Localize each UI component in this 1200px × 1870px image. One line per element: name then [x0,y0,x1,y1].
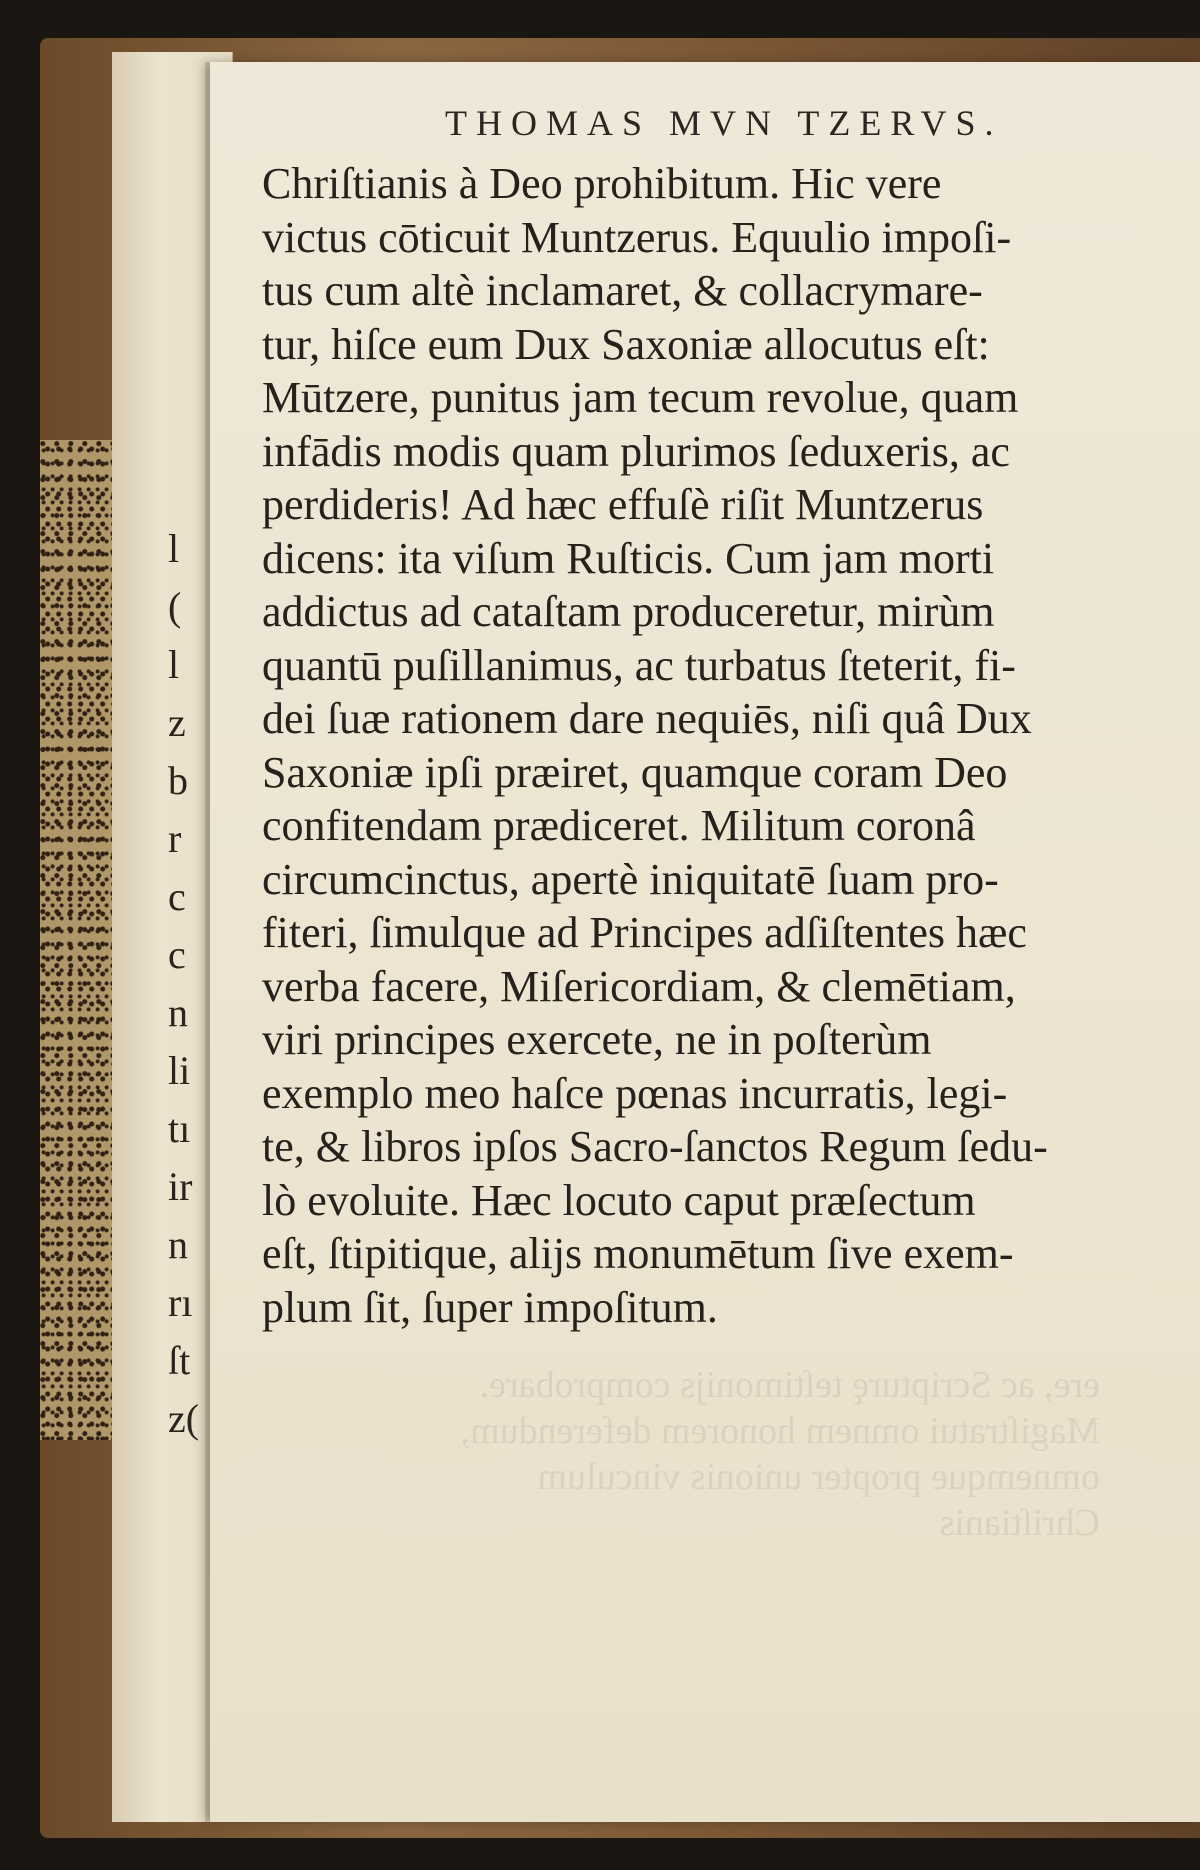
left-fragment: l [168,642,180,687]
show-through-line: Magiſtratui omnem honorem deferendum, [460,1410,1100,1452]
left-fragment: n [168,990,188,1035]
left-fragment: l [168,526,180,571]
body-text [262,157,1200,1334]
show-through-line: Chriſtianis [939,1502,1100,1544]
show-through-text [300,1362,1100,1546]
text-line: circumcinctus, apertè iniquitatē ſuam pro- [262,854,999,904]
text-line: infādis modis quam plurimos ſeduxeris, ac [262,426,1010,476]
left-fragment: tı [168,1106,191,1151]
text-line: dicens: ita viſum Ruſticis. Cum jam morti [262,533,995,583]
text-line: tur, hiſce eum Dux Saxoniæ allocutus eſt: [262,319,990,369]
left-fragment: ir [168,1164,193,1209]
text-line: exemplo meo haſce pœnas incurratis, legi- [262,1068,1008,1118]
text-line: tus cum altè inclamaret, & collacrymare- [262,266,983,315]
text-line: Chriſtianis à Deo prohibitum. Hic vere [262,159,942,208]
text-line: eſt, ſtipitique, alijs monumētum ſive exem- [262,1229,1014,1278]
text-line: confitendam prædiceret. Militum coronâ [262,801,976,850]
running-head: THOMAS MVN TZERVS. [445,103,1003,143]
left-fragment: c [168,932,186,977]
left-fragment: n [168,1222,188,1267]
text-line: Saxoniæ ipſi præiret, quamque coram Deo [262,747,1008,797]
left-fragment: z [168,700,186,745]
left-fragment: ſt [168,1338,191,1383]
left-fragment: z( [168,1396,200,1441]
left-fragment: b [168,758,188,803]
left-fragment: ( [168,584,182,629]
show-through-line: ere, ac Scripturę teſtimonijs comprobare. [479,1364,1100,1406]
book-page [210,62,1200,1822]
text-line: Mūtzere, punitus jam tecum revolue, quam [262,373,1019,422]
text-line: plum ſit, ſuper impoſitum. [262,1282,718,1332]
text-line: dei ſuæ rationem dare nequiēs, niſi quâ Dux [262,694,1032,743]
left-fragment: li [168,1048,191,1093]
show-through-line: omnemque propter unionis vinculum [537,1456,1100,1498]
marbled-endpaper [40,440,120,1440]
text-line: perdideris! Ad hæc effuſè riſit Muntzerus [262,480,984,529]
text-line: verba facere, Miſericordiam, & clemētiam, [262,961,1016,1011]
text-line: te, & libros ipſos Sacro-ſanctos Regum ſedu- [262,1122,1048,1171]
left-fragment: r [168,816,182,861]
text-line: quantū puſillanimus, ac turbatus ſteterit, fi- [262,640,1016,690]
text-line: fiteri, ſimulque ad Principes adſiſtentes hæc [262,908,1027,957]
left-fragment: rı [168,1280,193,1325]
left-fragment: c [168,874,186,919]
text-line: viri principes exercete, ne in poſterùm [262,1015,932,1064]
text-line: addictus ad cataſtam produceretur, mirùm [262,587,995,636]
text-line: lò evoluite. Hæc locuto caput præſectum [262,1175,976,1225]
text-line: victus cōticuit Muntzerus. Equulio impoſi- [262,212,1012,262]
